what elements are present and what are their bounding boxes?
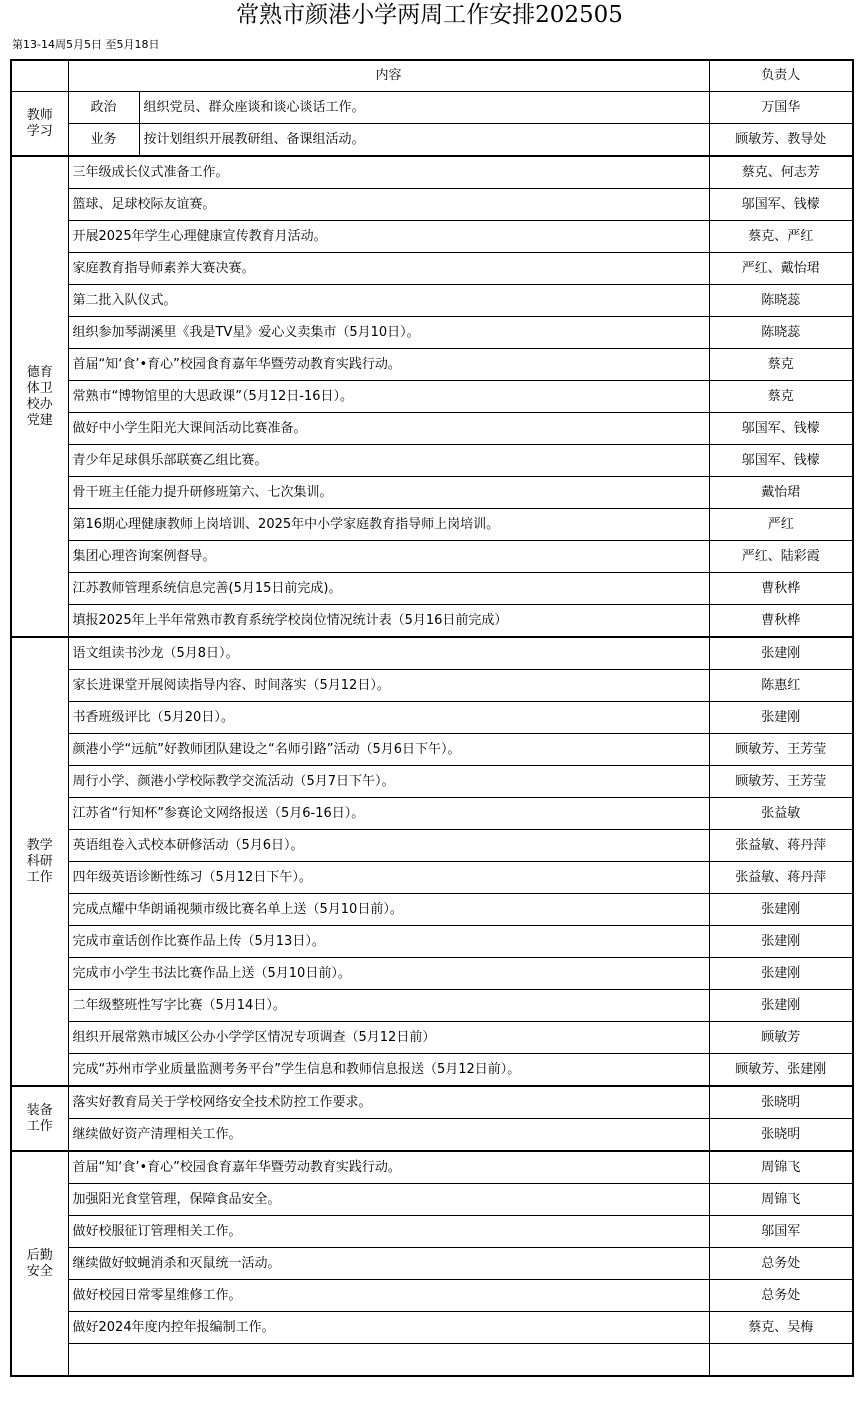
page-title: 常熟市颜港小学两周工作安排202505 xyxy=(236,2,623,28)
content-cell: 第二批入队仪式。 xyxy=(68,285,709,317)
person-cell: 严红、戴怡珺 xyxy=(709,253,853,285)
person-cell: 严红 xyxy=(709,509,853,541)
category-label: 安全 xyxy=(26,1263,53,1279)
content-cell: 完成市小学生书法比赛作品上送（5月10日前）。 xyxy=(68,958,709,990)
table-row xyxy=(11,926,853,958)
person-cell: 总务处 xyxy=(709,1248,853,1280)
person-cell: 张晓明 xyxy=(709,1086,853,1119)
table-row xyxy=(11,1280,853,1312)
table-row xyxy=(11,445,853,477)
content-cell: 组织党员、群众座谈和谈心谈话工作。 xyxy=(139,92,709,124)
content-cell: 颜港小学“远航”好教师团队建设之“名师引路”活动（5月6日下午）。 xyxy=(68,734,709,766)
content-cell: 四年级英语诊断性练习（5月12日下午）。 xyxy=(68,862,709,894)
schedule-body xyxy=(11,60,853,1376)
category-label: 科研 xyxy=(26,853,53,869)
table-row xyxy=(11,1054,853,1087)
person-cell: 蔡克、何志芳 xyxy=(709,156,853,189)
content-cell: 组织开展常熟市城区公办小学学区情况专项调查（5月12日前） xyxy=(68,1022,709,1054)
person-cell: 顾敏芳、教导处 xyxy=(709,124,853,157)
person-cell: 周锦飞 xyxy=(709,1184,853,1216)
content-cell: 江苏省“行知杯”参赛论文网络报送（5月6-16日）。 xyxy=(68,798,709,830)
person-cell: 蔡克 xyxy=(709,349,853,381)
person-cell: 张晓明 xyxy=(709,1119,853,1152)
table-row xyxy=(11,862,853,894)
person-cell: 邬国军、钱檬 xyxy=(709,413,853,445)
person-cell: 张建刚 xyxy=(709,926,853,958)
category-cell xyxy=(11,1151,68,1376)
content-cell: 做好2024年度内控年报编制工作。 xyxy=(68,1312,709,1344)
header-category-cell xyxy=(11,60,68,92)
category-label: 校办 xyxy=(26,396,53,412)
person-cell: 陈晓蕊 xyxy=(709,285,853,317)
person-cell: 邬国军、钱檬 xyxy=(709,189,853,221)
content-cell: 做好中小学生阳光大课间活动比赛准备。 xyxy=(68,413,709,445)
content-cell: 做好校园日常零星维修工作。 xyxy=(68,1280,709,1312)
content-cell: 第16期心理健康教师上岗培训、2025年中小学家庭教育指导师上岗培训。 xyxy=(68,509,709,541)
person-cell: 万国华 xyxy=(709,92,853,124)
table-row xyxy=(11,285,853,317)
subcategory-cell: 业务 xyxy=(68,124,139,157)
category-label: 工作 xyxy=(26,1118,53,1134)
content-cell: 组织参加琴湖溪里《我是TV星》爱心义卖集市（5月10日）。 xyxy=(68,317,709,349)
person-cell: 陈惠红 xyxy=(709,670,853,702)
person-cell: 张建刚 xyxy=(709,958,853,990)
content-cell: 完成点耀中华朗诵视频市级比赛名单上送（5月10日前）。 xyxy=(68,894,709,926)
person-cell: 曹秋桦 xyxy=(709,573,853,605)
table-row xyxy=(11,1344,853,1377)
content-cell: 加强阳光食堂管理，保障食品安全。 xyxy=(68,1184,709,1216)
person-cell: 张益敏 xyxy=(709,798,853,830)
person-cell: 顾敏芳、张建刚 xyxy=(709,1054,853,1087)
person-cell: 邬国军 xyxy=(709,1216,853,1248)
table-row xyxy=(11,477,853,509)
header-person: 负责人 xyxy=(709,60,853,92)
content-cell: 语文组读书沙龙（5月8日）。 xyxy=(68,637,709,670)
person-cell: 蔡克 xyxy=(709,381,853,413)
content-cell: 骨干班主任能力提升研修班第六、七次集训。 xyxy=(68,477,709,509)
content-cell: 二年级整班性写字比赛（5月14日）。 xyxy=(68,990,709,1022)
content-cell: 英语组卷入式校本研修活动（5月6日）。 xyxy=(68,830,709,862)
person-cell: 张建刚 xyxy=(709,990,853,1022)
table-row xyxy=(11,156,853,189)
person-cell: 周锦飞 xyxy=(709,1151,853,1184)
table-row xyxy=(11,189,853,221)
content-cell: 集团心理咨询案例督导。 xyxy=(68,541,709,573)
table-row xyxy=(11,124,853,157)
category-label: 体卫 xyxy=(26,380,53,396)
table-row xyxy=(11,990,853,1022)
content-cell: 三年级成长仪式准备工作。 xyxy=(68,156,709,189)
category-label: 德育 xyxy=(26,364,53,380)
table-row xyxy=(11,1022,853,1054)
table-row xyxy=(11,381,853,413)
content-cell: 家长进课堂开展阅读指导内容、时间落实（5月12日）。 xyxy=(68,670,709,702)
content-cell: 开展2025年学生心理健康宣传教育月活动。 xyxy=(68,221,709,253)
content-cell: 按计划组织开展教研组、备课组活动。 xyxy=(139,124,709,157)
table-row xyxy=(11,92,853,124)
table-row xyxy=(11,1086,853,1119)
content-cell: 落实好教育局关于学校网络安全技术防控工作要求。 xyxy=(68,1086,709,1119)
content-cell: 填报2025年上半年常熟市教育系统学校岗位情况统计表（5月16日前完成） xyxy=(68,605,709,638)
table-row xyxy=(11,1151,853,1184)
category-cell xyxy=(11,156,68,637)
category-label: 工作 xyxy=(26,869,53,885)
table-row xyxy=(11,573,853,605)
table-row xyxy=(11,734,853,766)
content-cell: 继续做好资产清理相关工作。 xyxy=(68,1119,709,1152)
category-cell xyxy=(11,1086,68,1151)
table-row xyxy=(11,349,853,381)
date-range: 第13-14周5月5日 至5月18日 xyxy=(12,38,160,51)
schedule-table xyxy=(10,59,854,1377)
content-cell xyxy=(68,1344,709,1377)
table-row xyxy=(11,413,853,445)
category-label: 学习 xyxy=(26,123,53,139)
table-row xyxy=(11,605,853,638)
content-cell: 周行小学、颜港小学校际教学交流活动（5月7日下午）。 xyxy=(68,766,709,798)
category-label: 教学 xyxy=(26,837,53,853)
person-cell: 张益敏、蒋丹萍 xyxy=(709,830,853,862)
person-cell xyxy=(709,1344,853,1377)
category-label: 装备 xyxy=(26,1102,53,1118)
table-row xyxy=(11,317,853,349)
table-row xyxy=(11,1312,853,1344)
person-cell: 张建刚 xyxy=(709,702,853,734)
person-cell: 严红、陆彩霞 xyxy=(709,541,853,573)
table-row xyxy=(11,766,853,798)
person-cell: 邬国军、钱檬 xyxy=(709,445,853,477)
person-cell: 顾敏芳、王芳莹 xyxy=(709,766,853,798)
header-content: 内容 xyxy=(68,60,709,92)
content-cell: 完成“苏州市学业质量监测考务平台”学生信息和教师信息报送（5月12日前）。 xyxy=(68,1054,709,1087)
table-row xyxy=(11,1248,853,1280)
content-cell: 首届“知‘食’•育心”校园食育嘉年华暨劳动教育实践行动。 xyxy=(68,349,709,381)
person-cell: 蔡克、严红 xyxy=(709,221,853,253)
table-row xyxy=(11,637,853,670)
content-cell: 完成市童话创作比赛作品上传（5月13日）。 xyxy=(68,926,709,958)
content-cell: 做好校服征订管理相关工作。 xyxy=(68,1216,709,1248)
table-row xyxy=(11,509,853,541)
person-cell: 张建刚 xyxy=(709,894,853,926)
table-row xyxy=(11,221,853,253)
table-row xyxy=(11,1119,853,1152)
category-label: 后勤 xyxy=(26,1247,53,1263)
content-cell: 书香班级评比（5月20日）。 xyxy=(68,702,709,734)
table-row xyxy=(11,670,853,702)
table-row xyxy=(11,830,853,862)
person-cell: 张益敏、蒋丹萍 xyxy=(709,862,853,894)
category-cell xyxy=(11,637,68,1086)
person-cell: 张建刚 xyxy=(709,637,853,670)
header-row xyxy=(11,60,853,92)
content-cell: 江苏教师管理系统信息完善(5月15日前完成)。 xyxy=(68,573,709,605)
table-row xyxy=(11,253,853,285)
content-cell: 继续做好蚊蝇消杀和灭鼠统一活动。 xyxy=(68,1248,709,1280)
table-row xyxy=(11,894,853,926)
content-cell: 篮球、足球校际友谊赛。 xyxy=(68,189,709,221)
table-row xyxy=(11,1216,853,1248)
person-cell: 顾敏芳、王芳莹 xyxy=(709,734,853,766)
category-label: 党建 xyxy=(26,412,53,428)
table-row xyxy=(11,702,853,734)
person-cell: 戴怡珺 xyxy=(709,477,853,509)
category-label: 教师 xyxy=(26,107,53,123)
table-row xyxy=(11,798,853,830)
table-row xyxy=(11,541,853,573)
subcategory-cell: 政治 xyxy=(68,92,139,124)
table-row xyxy=(11,1184,853,1216)
category-cell xyxy=(11,92,68,157)
person-cell: 陈晓蕊 xyxy=(709,317,853,349)
person-cell: 曹秋桦 xyxy=(709,605,853,638)
content-cell: 家庭教育指导师素养大赛决赛。 xyxy=(68,253,709,285)
table-row xyxy=(11,958,853,990)
person-cell: 总务处 xyxy=(709,1280,853,1312)
content-cell: 常熟市“博物馆里的大思政课”（5月12日-16日）。 xyxy=(68,381,709,413)
person-cell: 顾敏芳 xyxy=(709,1022,853,1054)
content-cell: 首届“知‘食’•育心”校园食育嘉年华暨劳动教育实践行动。 xyxy=(68,1151,709,1184)
person-cell: 蔡克、吴梅 xyxy=(709,1312,853,1344)
content-cell: 青少年足球俱乐部联赛乙组比赛。 xyxy=(68,445,709,477)
